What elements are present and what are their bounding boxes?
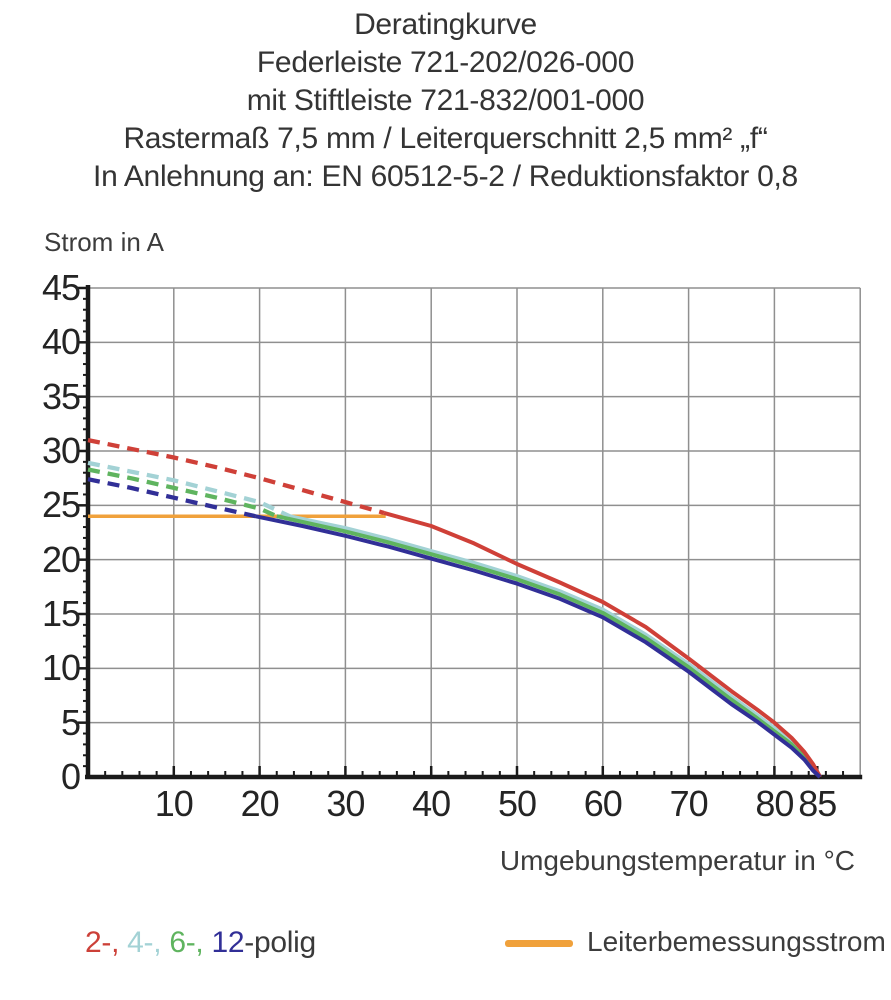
curve-2-polig	[384, 513, 820, 777]
y-tick-label: 0	[60, 756, 80, 797]
x-tick-label: 80	[755, 783, 794, 824]
title-line-4: Rastermaß 7,5 mm / Leiterquerschnitt 2,5 mm² „f“	[123, 122, 768, 155]
y-tick-label: 30	[41, 429, 80, 471]
curve-12-polig	[255, 516, 820, 777]
curve-12-polig-dashed	[88, 479, 255, 516]
y-tick-label: 40	[41, 321, 80, 363]
rated-current-line-swatch	[505, 940, 573, 947]
legend-part-2: 2-,	[85, 926, 120, 959]
legend-part-4: 4-,	[127, 926, 162, 959]
title-line-1: Deratingkurve	[354, 8, 537, 41]
title-line-5: In Anlehnung an: EN 60512-5-2 / Reduktionsfaktor 0,8	[93, 160, 798, 193]
title-line-2: Federleiste 721-202/026-000	[256, 46, 635, 79]
y-tick-label: 20	[41, 538, 80, 580]
title-line-3: mit Stiftleiste 721-832/001-000	[246, 84, 645, 117]
legend-part-12: 12	[211, 926, 245, 959]
y-tick-label: 10	[41, 647, 80, 689]
y-tick-label: 25	[41, 484, 80, 526]
x-tick-label: 20	[240, 783, 279, 824]
curve-6-polig	[277, 516, 820, 777]
legend-pole-counts	[85, 926, 316, 960]
x-tick-label: 70	[669, 783, 708, 824]
y-tick-label: 45	[41, 266, 80, 308]
legend-rated-current	[505, 926, 886, 958]
legend-part-6: 6-,	[169, 926, 204, 959]
x-tick-label: 10	[154, 783, 193, 824]
y-tick-label: 15	[41, 592, 80, 634]
y-tick-label: 5	[60, 701, 80, 743]
x-tick-label: 30	[326, 783, 365, 824]
x-axis-title: Umgebungstemperatur in °C	[499, 845, 855, 876]
legend-part-polig: -polig	[244, 926, 316, 959]
y-tick-label: 35	[41, 375, 80, 417]
curve-4-polig	[290, 516, 820, 777]
x-tick-label: 40	[412, 783, 451, 824]
x-tick-label: 60	[583, 783, 622, 824]
y-axis-title: Strom in A	[44, 227, 164, 257]
x-tick-label: 50	[497, 783, 537, 824]
rated-current-label: Leiterbemessungsstrom	[587, 926, 886, 957]
x-tick-label: 85	[798, 783, 837, 824]
